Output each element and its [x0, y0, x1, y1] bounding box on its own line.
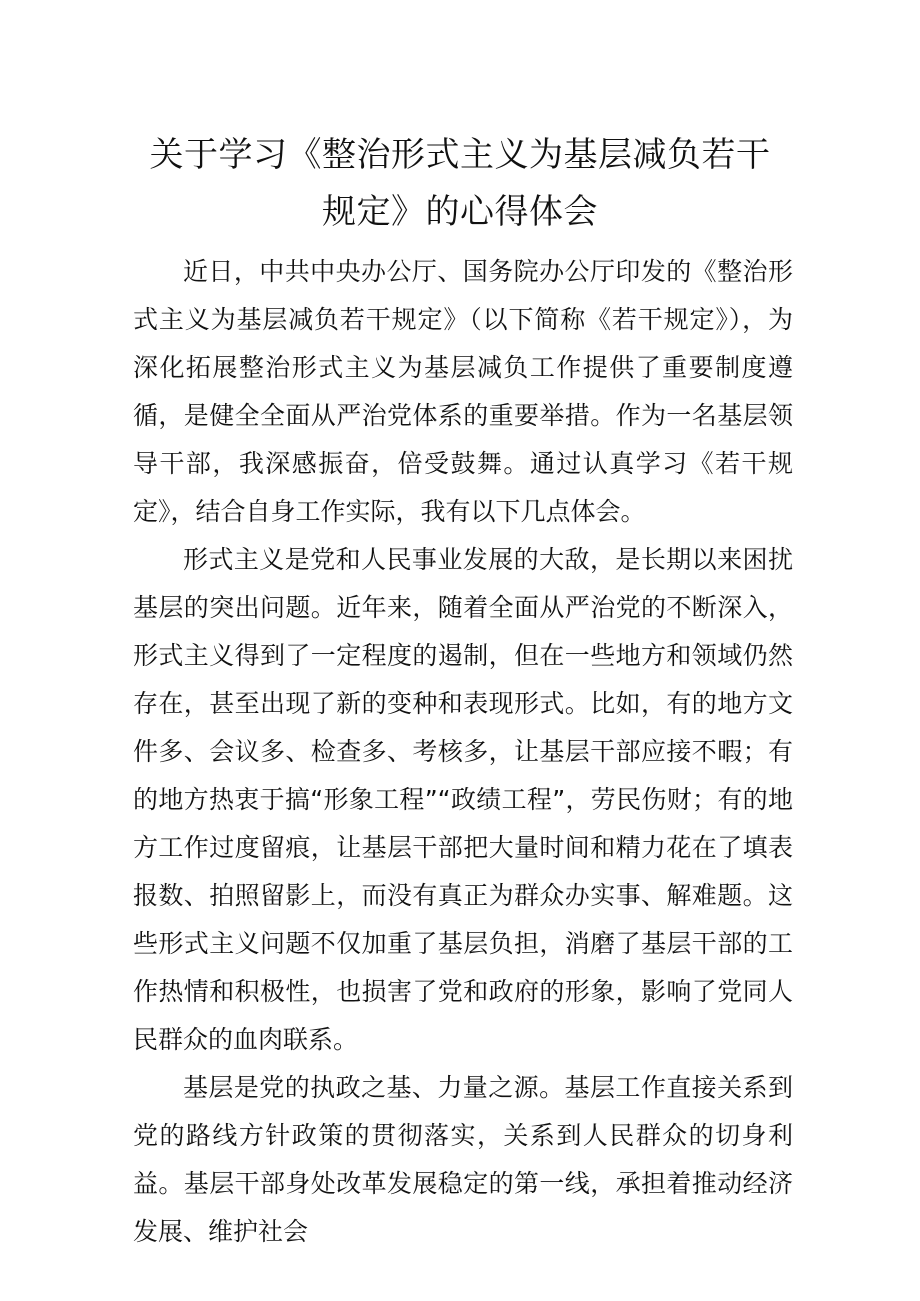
paragraph-2: 形式主义是党和人民事业发展的大敌，是长期以来困扰基层的突出问题。近年来，随着全面从严治党的不断深入，形式主义得到了一定程度的遏制，但在一些地方和领域仍然存在，甚至出现了新的变种和表现形式。比如，有的地方文件多、会议多、检查多、考核多，让基层干部应接不暇；有的地方热衷于搞“形象工程”“政绩工程”，劳民伤财；有的地方工作过度留痕，让基层干部把大量时间和精力花在了填表报数、拍照留影上，而没有真正为群众办实事、解难题。这些形式主义问题不仅加重了基层负担，消磨了基层干部的工作热情和积极性，也损害了党和政府的形象，影响了党同人民群众的血肉联系。 [133, 545, 793, 1054]
document-body [133, 248, 793, 1256]
document-title [130, 127, 790, 241]
paragraph-3: 基层是党的执政之基、力量之源。基层工作直接关系到党的路线方针政策的贯彻落实，关系到人民群众的切身利益。基层干部身处改革发展稳定的第一线，承担着推动经济发展、维护社会 [133, 1073, 793, 1246]
title-line-1: 关于学习《整治形式主义为基层减负若干 [149, 134, 771, 175]
paragraph-1: 近日，中共中央办公厅、国务院办公厅印发的《整治形式主义为基层减负若干规定》（以下简称《若干规定》），为深化拓展整治形式主义为基层减负工作提供了重要制度遵循，是健全全面从严治党体系的重要举措。作为一名基层领导干部，我深感振奋，倍受鼓舞。通过认真学习《若干规定》，结合自身工作实际，我有以下几点体会。 [133, 257, 793, 526]
title-line-2: 规定》的心得体会 [322, 191, 598, 232]
